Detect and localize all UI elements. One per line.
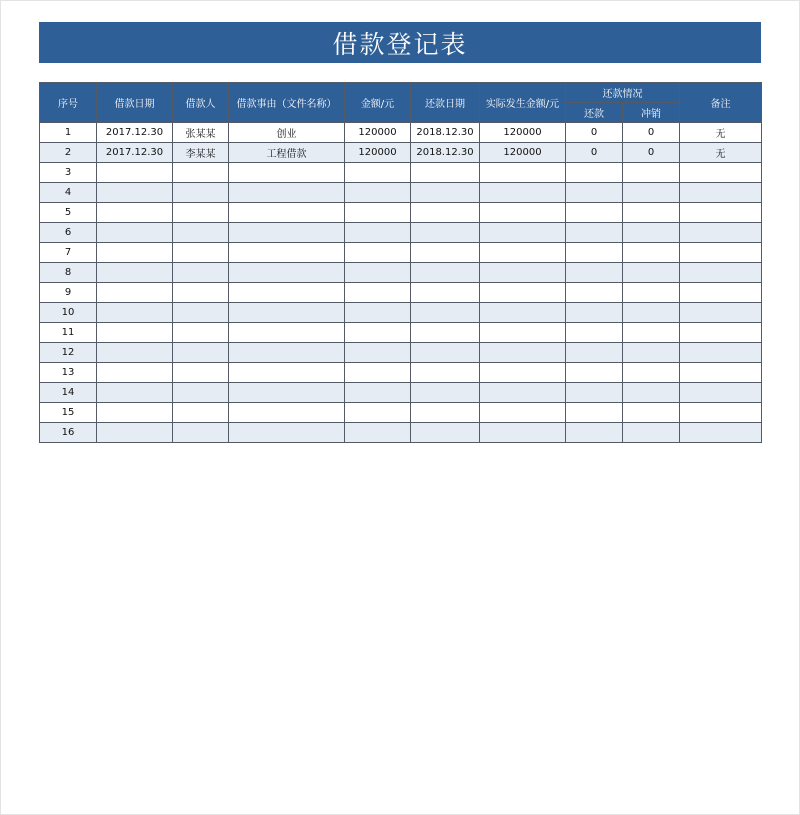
cell-loan-date[interactable] — [97, 163, 173, 183]
cell-loan-date[interactable] — [97, 183, 173, 203]
cell-amount[interactable] — [345, 243, 411, 263]
cell-seq[interactable]: 1 — [40, 123, 97, 143]
cell-remarks[interactable] — [680, 363, 762, 383]
cell-actual-amount[interactable] — [480, 303, 566, 323]
cell-remarks[interactable] — [680, 203, 762, 223]
cell-seq[interactable]: 3 — [40, 163, 97, 183]
cell-borrower[interactable] — [173, 363, 229, 383]
cell-loan-date[interactable] — [97, 403, 173, 423]
cell-remarks[interactable] — [680, 243, 762, 263]
cell-reason[interactable] — [229, 303, 345, 323]
cell-reason[interactable] — [229, 243, 345, 263]
cell-borrower[interactable] — [173, 403, 229, 423]
cell-offset[interactable] — [623, 243, 680, 263]
cell-repay-date[interactable] — [411, 343, 480, 363]
cell-remarks[interactable] — [680, 403, 762, 423]
cell-seq[interactable]: 13 — [40, 363, 97, 383]
cell-repay-date[interactable] — [411, 283, 480, 303]
cell-remarks[interactable]: 无 — [680, 123, 762, 143]
cell-amount[interactable]: 120000 — [345, 143, 411, 163]
cell-repay-date[interactable] — [411, 303, 480, 323]
cell-remarks[interactable] — [680, 263, 762, 283]
table-row — [40, 163, 762, 183]
cell-repay-date[interactable] — [411, 423, 480, 443]
table-body — [40, 123, 762, 443]
cell-borrower[interactable] — [173, 283, 229, 303]
table-row — [40, 423, 762, 443]
cell-amount[interactable] — [345, 183, 411, 203]
cell-seq[interactable]: 16 — [40, 423, 97, 443]
table-row — [40, 303, 762, 323]
cell-loan-date[interactable] — [97, 423, 173, 443]
cell-repay-date[interactable] — [411, 363, 480, 383]
col-header-amount[interactable]: 金额/元 — [345, 83, 411, 123]
cell-repaid[interactable] — [566, 203, 623, 223]
cell-repay-date[interactable] — [411, 383, 480, 403]
table-row — [40, 403, 762, 423]
cell-reason[interactable] — [229, 183, 345, 203]
cell-reason[interactable] — [229, 363, 345, 383]
table-row — [40, 123, 762, 143]
cell-offset[interactable] — [623, 383, 680, 403]
cell-seq[interactable]: 8 — [40, 263, 97, 283]
cell-remarks[interactable] — [680, 163, 762, 183]
cell-repaid[interactable] — [566, 263, 623, 283]
col-header-borrower[interactable]: 借款人 — [173, 83, 229, 123]
col-header-repay-date[interactable]: 还款日期 — [411, 83, 480, 123]
cell-repay-date[interactable] — [411, 183, 480, 203]
cell-amount[interactable] — [345, 263, 411, 283]
cell-remarks[interactable] — [680, 283, 762, 303]
cell-borrower[interactable] — [173, 383, 229, 403]
cell-actual-amount[interactable] — [480, 403, 566, 423]
cell-borrower[interactable] — [173, 263, 229, 283]
cell-repaid[interactable] — [566, 163, 623, 183]
cell-offset[interactable] — [623, 263, 680, 283]
cell-repaid[interactable] — [566, 283, 623, 303]
table-row — [40, 323, 762, 343]
cell-loan-date[interactable]: 2017.12.30 — [97, 143, 173, 163]
cell-seq[interactable]: 12 — [40, 343, 97, 363]
cell-repaid[interactable] — [566, 343, 623, 363]
cell-actual-amount[interactable] — [480, 163, 566, 183]
cell-offset[interactable] — [623, 423, 680, 443]
table-row — [40, 223, 762, 243]
cell-remarks[interactable] — [680, 303, 762, 323]
cell-actual-amount[interactable]: 120000 — [480, 143, 566, 163]
cell-offset[interactable] — [623, 203, 680, 223]
cell-repaid[interactable] — [566, 303, 623, 323]
cell-actual-amount[interactable] — [480, 383, 566, 403]
cell-reason[interactable] — [229, 203, 345, 223]
cell-borrower[interactable]: 张某某 — [173, 123, 229, 143]
cell-reason[interactable] — [229, 223, 345, 243]
cell-borrower[interactable] — [173, 303, 229, 323]
cell-offset[interactable] — [623, 343, 680, 363]
col-header-actual-amount[interactable]: 实际发生金额/元 — [480, 83, 566, 123]
cell-seq[interactable]: 15 — [40, 403, 97, 423]
cell-remarks[interactable]: 无 — [680, 143, 762, 163]
loan-register-table — [39, 82, 762, 443]
cell-amount[interactable] — [345, 403, 411, 423]
cell-reason[interactable]: 工程借款 — [229, 143, 345, 163]
table-row — [40, 283, 762, 303]
cell-amount[interactable] — [345, 343, 411, 363]
cell-amount[interactable] — [345, 323, 411, 343]
cell-seq[interactable]: 10 — [40, 303, 97, 323]
cell-borrower[interactable] — [173, 243, 229, 263]
cell-borrower[interactable] — [173, 163, 229, 183]
cell-amount[interactable]: 120000 — [345, 123, 411, 143]
cell-repay-date[interactable] — [411, 223, 480, 243]
cell-borrower[interactable] — [173, 223, 229, 243]
cell-reason[interactable] — [229, 423, 345, 443]
cell-offset[interactable] — [623, 403, 680, 423]
col-header-reason[interactable]: 借款事由（文件名称） — [229, 83, 345, 123]
cell-loan-date[interactable] — [97, 323, 173, 343]
cell-loan-date[interactable] — [97, 383, 173, 403]
cell-offset[interactable] — [623, 323, 680, 343]
cell-borrower[interactable] — [173, 183, 229, 203]
cell-amount[interactable] — [345, 363, 411, 383]
cell-actual-amount[interactable] — [480, 323, 566, 343]
col-header-repay-status[interactable]: 还款情况 — [566, 83, 680, 103]
cell-offset[interactable]: 0 — [623, 123, 680, 143]
cell-reason[interactable] — [229, 403, 345, 423]
cell-reason[interactable]: 创业 — [229, 123, 345, 143]
cell-loan-date[interactable] — [97, 243, 173, 263]
cell-amount[interactable] — [345, 303, 411, 323]
cell-seq[interactable]: 11 — [40, 323, 97, 343]
header-row — [40, 83, 762, 103]
cell-seq[interactable]: 5 — [40, 203, 97, 223]
cell-remarks[interactable] — [680, 343, 762, 363]
cell-borrower[interactable] — [173, 203, 229, 223]
cell-loan-date[interactable]: 2017.12.30 — [97, 123, 173, 143]
cell-reason[interactable] — [229, 323, 345, 343]
cell-amount[interactable] — [345, 423, 411, 443]
cell-reason[interactable] — [229, 263, 345, 283]
cell-actual-amount[interactable]: 120000 — [480, 123, 566, 143]
page-title: 借款登记表 — [39, 22, 761, 63]
cell-repaid[interactable] — [566, 223, 623, 243]
cell-actual-amount[interactable] — [480, 203, 566, 223]
cell-remarks[interactable] — [680, 323, 762, 343]
cell-repaid[interactable] — [566, 363, 623, 383]
cell-seq[interactable]: 9 — [40, 283, 97, 303]
table-row — [40, 383, 762, 403]
cell-actual-amount[interactable] — [480, 183, 566, 203]
cell-repaid[interactable]: 0 — [566, 123, 623, 143]
table-row — [40, 203, 762, 223]
cell-borrower[interactable] — [173, 343, 229, 363]
cell-reason[interactable] — [229, 283, 345, 303]
cell-actual-amount[interactable] — [480, 223, 566, 243]
cell-seq[interactable]: 7 — [40, 243, 97, 263]
cell-remarks[interactable] — [680, 183, 762, 203]
table-row — [40, 143, 762, 163]
cell-offset[interactable] — [623, 283, 680, 303]
cell-loan-date[interactable] — [97, 343, 173, 363]
cell-repaid[interactable] — [566, 423, 623, 443]
cell-borrower[interactable] — [173, 423, 229, 443]
cell-loan-date[interactable] — [97, 283, 173, 303]
cell-remarks[interactable] — [680, 223, 762, 243]
cell-actual-amount[interactable] — [480, 263, 566, 283]
cell-offset[interactable] — [623, 163, 680, 183]
cell-repay-date[interactable]: 2018.12.30 — [411, 143, 480, 163]
cell-offset[interactable] — [623, 303, 680, 323]
cell-offset[interactable]: 0 — [623, 143, 680, 163]
cell-seq[interactable]: 2 — [40, 143, 97, 163]
cell-loan-date[interactable] — [97, 223, 173, 243]
col-header-loan-date[interactable]: 借款日期 — [97, 83, 173, 123]
cell-reason[interactable] — [229, 163, 345, 183]
cell-seq[interactable]: 14 — [40, 383, 97, 403]
cell-repay-date[interactable] — [411, 323, 480, 343]
cell-amount[interactable] — [345, 283, 411, 303]
cell-borrower[interactable]: 李某某 — [173, 143, 229, 163]
cell-remarks[interactable] — [680, 423, 762, 443]
cell-repaid[interactable] — [566, 323, 623, 343]
table-row — [40, 183, 762, 203]
cell-amount[interactable] — [345, 223, 411, 243]
table-row — [40, 263, 762, 283]
cell-seq[interactable]: 6 — [40, 223, 97, 243]
col-header-repaid[interactable]: 还款 — [566, 103, 623, 123]
cell-repaid[interactable] — [566, 183, 623, 203]
cell-repay-date[interactable] — [411, 203, 480, 223]
col-header-seq[interactable]: 序号 — [40, 83, 97, 123]
table-row — [40, 243, 762, 263]
cell-loan-date[interactable] — [97, 363, 173, 383]
cell-repaid[interactable] — [566, 403, 623, 423]
cell-actual-amount[interactable] — [480, 243, 566, 263]
cell-repaid[interactable]: 0 — [566, 143, 623, 163]
cell-actual-amount[interactable] — [480, 363, 566, 383]
cell-actual-amount[interactable] — [480, 423, 566, 443]
cell-repay-date[interactable] — [411, 243, 480, 263]
cell-offset[interactable] — [623, 223, 680, 243]
cell-offset[interactable] — [623, 183, 680, 203]
cell-amount[interactable] — [345, 163, 411, 183]
cell-offset[interactable] — [623, 363, 680, 383]
cell-remarks[interactable] — [680, 383, 762, 403]
col-header-offset[interactable]: 冲销 — [623, 103, 680, 123]
cell-repay-date[interactable] — [411, 163, 480, 183]
cell-repay-date[interactable] — [411, 403, 480, 423]
cell-reason[interactable] — [229, 383, 345, 403]
cell-reason[interactable] — [229, 343, 345, 363]
cell-borrower[interactable] — [173, 323, 229, 343]
cell-repaid[interactable] — [566, 243, 623, 263]
table-row — [40, 343, 762, 363]
cell-repay-date[interactable] — [411, 263, 480, 283]
cell-loan-date[interactable] — [97, 203, 173, 223]
cell-amount[interactable] — [345, 383, 411, 403]
cell-actual-amount[interactable] — [480, 343, 566, 363]
cell-actual-amount[interactable] — [480, 283, 566, 303]
table-row — [40, 363, 762, 383]
col-header-remarks[interactable]: 备注 — [680, 83, 762, 123]
cell-amount[interactable] — [345, 203, 411, 223]
cell-loan-date[interactable] — [97, 263, 173, 283]
cell-repay-date[interactable]: 2018.12.30 — [411, 123, 480, 143]
cell-loan-date[interactable] — [97, 303, 173, 323]
cell-seq[interactable]: 4 — [40, 183, 97, 203]
cell-repaid[interactable] — [566, 383, 623, 403]
